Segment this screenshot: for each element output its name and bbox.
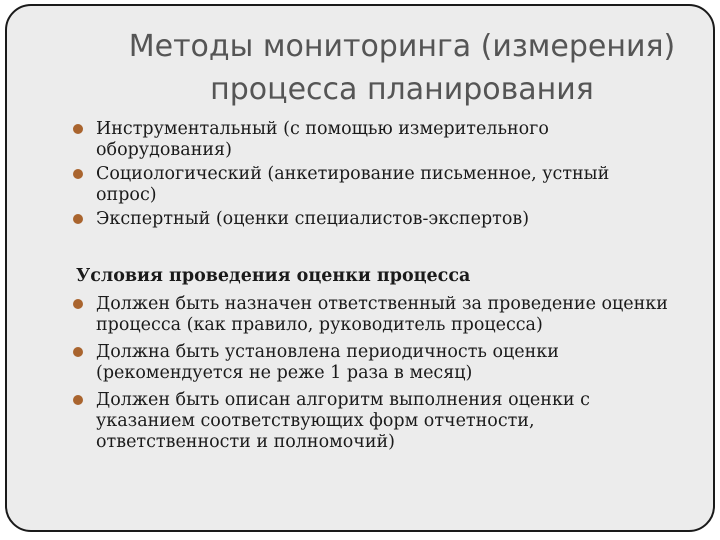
slide-title-line-1: Методы мониторинга (измерения) [128,29,676,64]
methods-list [72,119,672,233]
list-item-text: Социологический (анкетирование письменное, устный опрос) [96,164,610,205]
bullet-icon [73,395,83,405]
slide-title-line-2: процесса планирования [210,72,594,107]
list-item [72,209,672,230]
conditions-heading: Условия проведения оценки процесса [76,266,471,286]
conditions-list [72,294,682,459]
bullet-icon [73,299,83,309]
list-item-text: Экспертный (оценки специалистов-экспертов) [96,209,530,229]
slide-title [47,25,720,111]
list-item-text: Должен быть назначен ответственный за проведение оценки процесса (как правило, руководитель процесса) [96,294,668,335]
list-item-text: Должна быть установлена периодичность оценки (рекомендуется не реже 1 раза в месяц) [96,342,559,383]
list-item-text: Должен быть описан алгоритм выполнения оценки с указанием соответствующих форм отчетности, ответственности и полномочий) [96,390,590,452]
list-item [72,342,682,384]
list-item [72,164,672,206]
bullet-icon [73,124,83,134]
bullet-icon [73,347,83,357]
list-item [72,294,682,336]
bullet-icon [73,214,83,224]
bullet-icon [73,169,83,179]
list-item [72,119,672,161]
list-item [72,390,682,453]
list-item-text: Инструментальный (с помощью измерительного оборудования) [96,119,549,160]
